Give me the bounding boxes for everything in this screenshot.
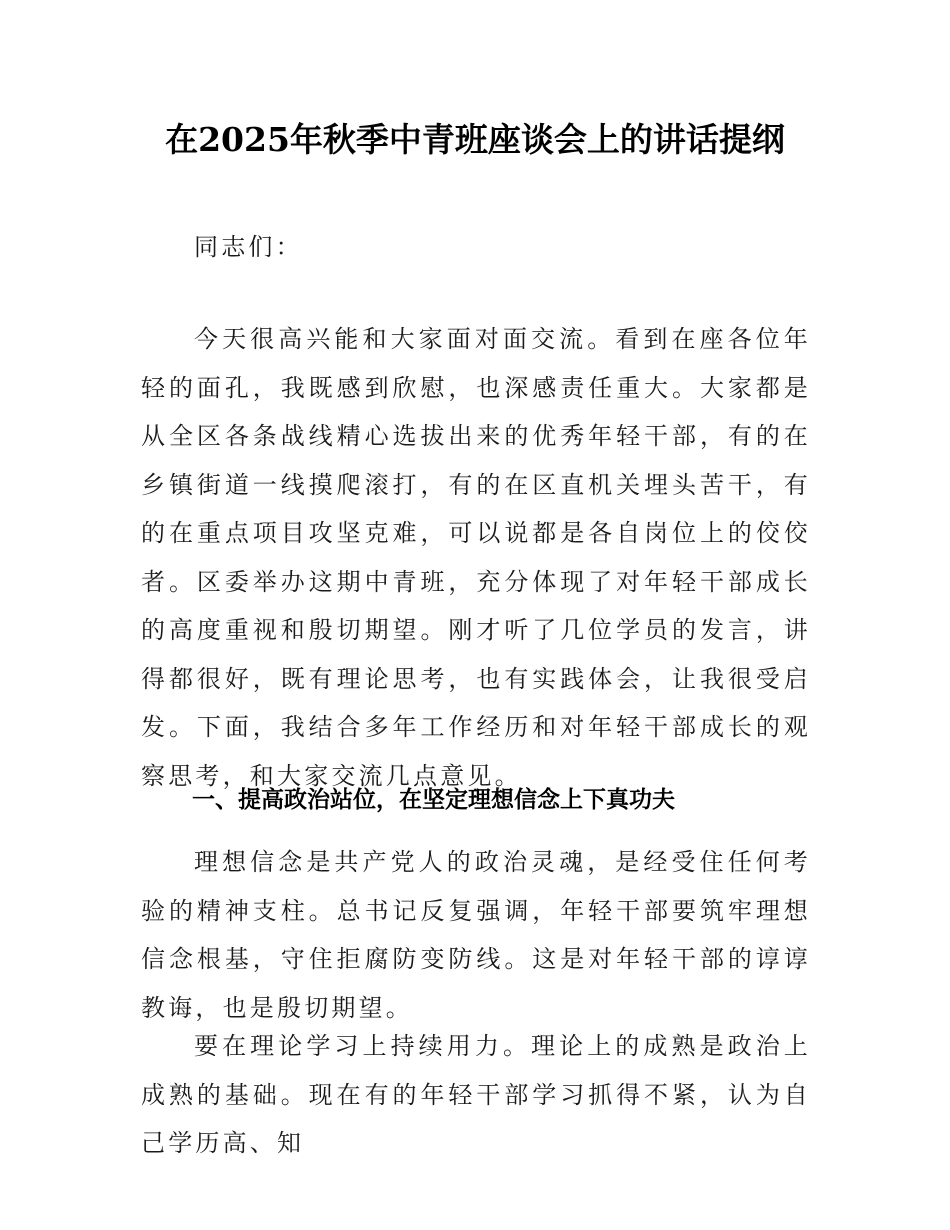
intro-paragraph	[141, 315, 811, 800]
section-heading: 一、提高政治站位，在坚定理想信念上下真功夫	[192, 787, 675, 813]
paragraph-text: 要在理论学习上持续用力。理论上的成熟是政治上成熟的基础。现在有的年轻干部学习抓得不紧，认为自己学历高、知	[141, 1032, 811, 1157]
salutation-text: 同志们：	[194, 233, 303, 261]
section-paragraph	[141, 1022, 811, 1168]
paragraph-text: 今天很高兴能和大家面对面交流。看到在座各位年轻的面孔，我既感到欣慰，也深感责任重大。大家都是从全区各条战线精心选拔出来的优秀年轻干部，有的在乡镇街道一线摸爬滚打，有的在区直机关埋头苦干，有的在重点项目攻坚克难，可以说都是各自岗位上的佼佼者。区委举办这期中青班，充分体现了对年轻干部成长的高度重视和殷切期望。刚才听了几位学员的发言，讲得都很好，既有理论思考，也有实践体会，让我很受启发。下面，我结合多年工作经历和对年轻干部成长的观察思考，和大家交流几点意见。	[141, 325, 811, 790]
salutation	[141, 223, 811, 272]
section-paragraph	[141, 838, 811, 1032]
paragraph-text: 理想信念是共产党人的政治灵魂，是经受住任何考验的精神支柱。总书记反复强调，年轻干部要筑牢理想信念根基，守住拒腐防变防线。这是对年轻干部的谆谆教诲，也是殷切期望。	[141, 848, 811, 1022]
document-title: 在2025年秋季中青班座谈会上的讲话提纲	[165, 120, 785, 159]
